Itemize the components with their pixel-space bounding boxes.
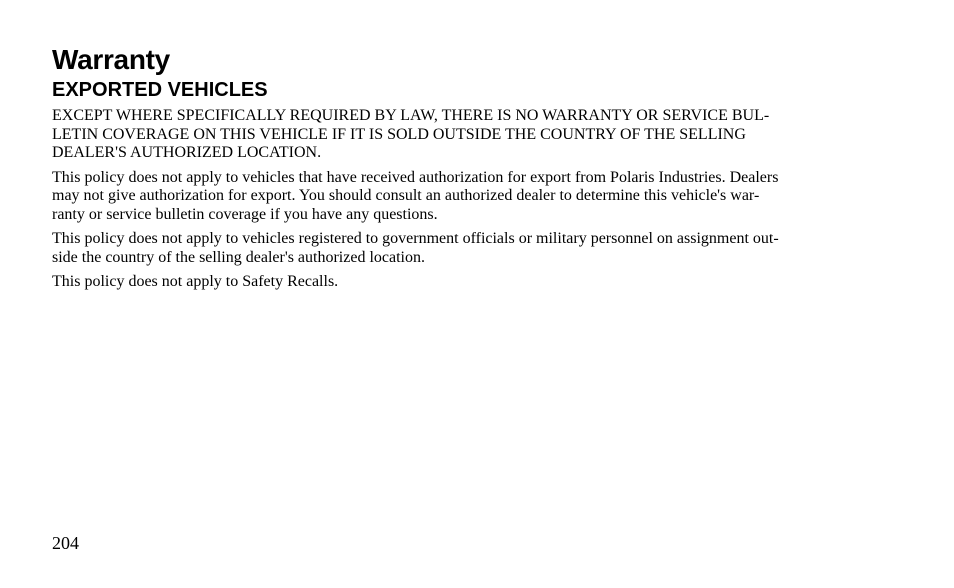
paragraph-safety-recalls: [52, 273, 884, 292]
subsection-title: EXPORTED VEHICLES: [52, 79, 268, 101]
paragraph-line: DEALER'S AUTHORIZED LOCATION.: [52, 144, 322, 161]
paragraph-line: ranty or service bulletin coverage if you have any questions.: [52, 205, 438, 223]
paragraph-line: This policy does not apply to Safety Recalls.: [52, 273, 339, 290]
paragraph-line: This policy does not apply to vehicles that have received authorization for export from Polaris Industries. Dealers: [52, 168, 779, 186]
paragraph-line: may not give authorization for export. You should consult an authorized dealer to determine this vehicle's war-: [52, 187, 760, 204]
paragraph-government-military: [52, 230, 884, 267]
paragraph-line: side the country of the selling dealer's authorized location.: [52, 248, 425, 266]
section-title: Warranty: [52, 44, 170, 75]
paragraph-export-authorization: [52, 169, 884, 225]
paragraph-line: EXCEPT WHERE SPECIFICALLY REQUIRED BY LAW, THERE IS NO WARRANTY OR SERVICE BUL-: [52, 107, 770, 124]
paragraph-export-coverage: [52, 107, 884, 163]
page-content: [52, 44, 884, 298]
paragraph-line: LETIN COVERAGE ON THIS VEHICLE IF IT IS SOLD OUTSIDE THE COUNTRY OF THE SELLING: [52, 125, 746, 143]
page-number: 204: [52, 533, 79, 553]
paragraph-line: This policy does not apply to vehicles registered to government officials or military personnel on assignment out-: [52, 230, 779, 247]
